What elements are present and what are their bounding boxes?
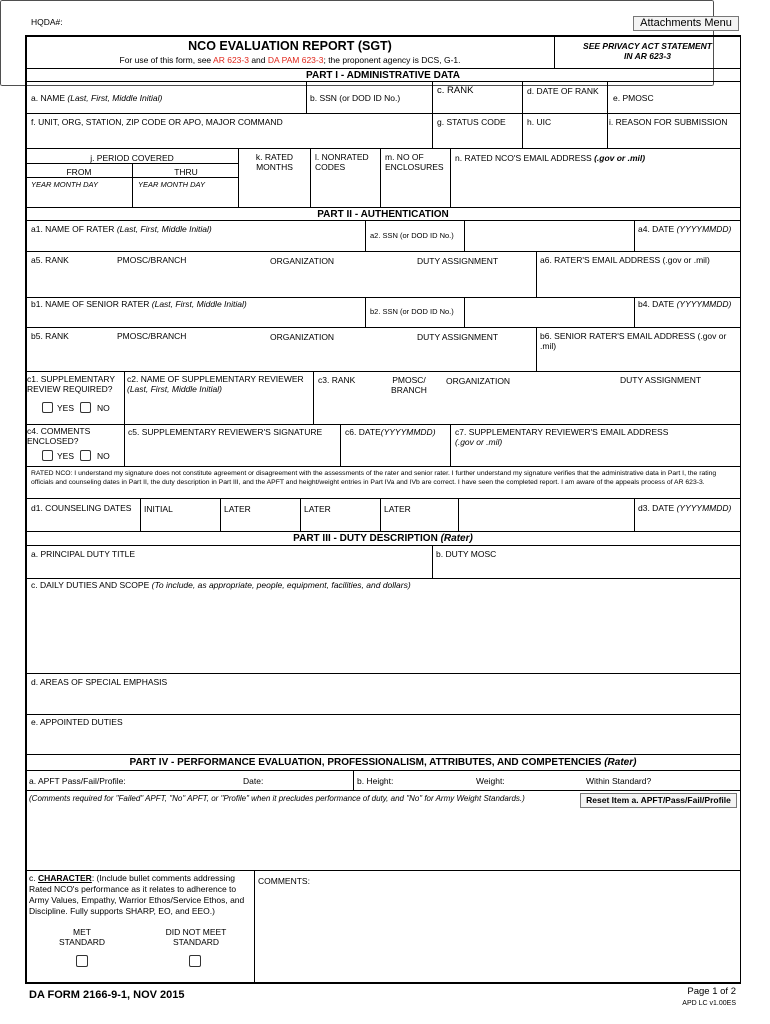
supp-reviewer-date-label: c6. DATE(YYYYMMDD)	[345, 427, 436, 437]
comments-yes-checkbox[interactable]	[42, 450, 53, 461]
rated-nco-statement: RATED NCO: I understand my signature does not constitute agreement or disagreement with the assessments of the rater and senior rater. I further understand my signature verifies that the administrative data in Part I, the rating officials and counseling dates in Part II, the duty description in Part III, and the APFT and height/weight entries in Part IVa and IVb are correct. I have seen the completed report. I am aware of the appeals process of AR 623-3.	[31, 470, 717, 486]
special-emphasis-label: d. AREAS OF SPECIAL EMPHASIS	[31, 677, 168, 687]
apft-date-label: Date:	[243, 776, 264, 786]
met-standard-checkbox[interactable]	[76, 955, 88, 967]
ssn-label: b. SSN (or DOD ID No.)	[310, 93, 401, 103]
supp-review-yes-checkbox[interactable]	[42, 402, 53, 413]
reason-label: i. REASON FOR SUBMISSION	[609, 117, 728, 127]
counseling-dates-label: d1. COUNSELING DATES	[31, 503, 132, 513]
rater-name-label: a1. NAME OF RATER (Last, First, Middle Initial)	[31, 224, 212, 234]
daily-duties-label: c. DAILY DUTIES AND SCOPE (To include, as appropriate, people, equipment, facilities, and dollars)	[31, 580, 411, 590]
nonrated-codes-label: l. NONRATED CODES	[315, 152, 369, 172]
form-title: NCO EVALUATION REPORT (SGT)	[188, 39, 392, 53]
rated-months-label: k. RATED MONTHS	[255, 152, 294, 172]
rater-pmosc-label: PMOSC/BRANCH	[117, 255, 187, 265]
hqda-label: HQDA#:	[31, 17, 63, 27]
comments-no-checkbox[interactable]	[80, 450, 91, 461]
rated-nco-email-label: n. RATED NCO'S EMAIL ADDRESS (.gov or .mil)	[455, 153, 646, 163]
rater-org-label: ORGANIZATION	[270, 256, 335, 266]
thru-label: THRU	[174, 167, 198, 177]
privacy-line-1: SEE PRIVACY ACT STATEMENT	[583, 41, 712, 51]
later-label-1: LATER	[224, 504, 251, 514]
senior-rater-org-label: ORGANIZATION	[270, 332, 335, 342]
supp-reviewer-signature-label: c5. SUPPLEMENTARY REVIEWER'S SIGNATURE	[128, 427, 323, 437]
rater-ssn-label: a2. SSN (or DOD ID No.)	[370, 231, 454, 240]
privacy-line-2: IN AR 623-3	[624, 51, 671, 61]
comments-enclosed-label: c4. COMMENTS ENCLOSED?	[27, 426, 91, 446]
supp-reviewer-org-label: ORGANIZATION	[446, 376, 511, 386]
da-pam-623-3-link[interactable]: DA PAM 623-3	[267, 55, 324, 65]
later-label-2: LATER	[304, 504, 331, 514]
supplementary-review-label: c1. SUPPLEMENTARY REVIEW REQUIRED?	[27, 374, 116, 394]
within-standard-label: Within Standard?	[586, 776, 652, 786]
form-number: DA FORM 2166-9-1, NOV 2015	[29, 989, 185, 1001]
ar-623-3-link[interactable]: AR 623-3	[213, 55, 249, 65]
appointed-duties-label: e. APPOINTED DUTIES	[31, 717, 123, 727]
senior-rater-name-label: b1. NAME OF SENIOR RATER (Last, First, Middle Initial)	[31, 299, 247, 309]
supp-review-no-label: NO	[97, 403, 110, 413]
senior-rater-duty-label: DUTY ASSIGNMENT	[417, 332, 499, 342]
comments-yes-label: YES	[57, 451, 75, 461]
version-label: APD LC v1.00ES	[682, 1000, 736, 1007]
period-covered-label: j. PERIOD COVERED	[90, 153, 174, 163]
rated-nco-date-label: d3. DATE (YYYYMMDD)	[638, 503, 732, 513]
apft-label: a. APFT Pass/Fail/Profile:	[29, 776, 126, 786]
senior-rater-email-label: b6. SENIOR RATER'S EMAIL ADDRESS (.gov or .mil)	[540, 331, 727, 351]
did-not-meet-checkbox[interactable]	[189, 955, 201, 967]
form-subtitle: For use of this form, see AR 623-3 and DA PAM 623-3; the proponent agency is DCS, G-1.	[119, 55, 461, 65]
rater-duty-label: DUTY ASSIGNMENT	[417, 256, 499, 266]
rater-email-label: a6. RATER'S EMAIL ADDRESS (.gov or .mil)	[540, 255, 710, 265]
comments-no-label: NO	[97, 451, 110, 461]
supp-reviewer-duty-label: DUTY ASSIGNMENT	[620, 375, 702, 385]
supp-reviewer-name-label: c2. NAME OF SUPPLEMENTARY REVIEWER (Last, First, Middle Initial)	[127, 374, 304, 394]
part3-title: PART III - DUTY DESCRIPTION (Rater)	[293, 533, 473, 544]
from-label: FROM	[66, 167, 92, 177]
from-hint: YEAR MONTH DAY	[31, 180, 98, 189]
supp-reviewer-email-label: c7. SUPPLEMENTARY REVIEWER'S EMAIL ADDRESS (.gov or .mil)	[455, 427, 669, 447]
supp-reviewer-pmosc-label: PMOSC/ BRANCH	[391, 375, 427, 395]
rater-rank-label: a5. RANK	[31, 255, 69, 265]
supp-review-yes-label: YES	[57, 403, 75, 413]
part4-title: PART IV - PERFORMANCE EVALUATION, PROFESSIONALISM, ATTRIBUTES, AND COMPETENCIES (Rater)	[129, 757, 637, 768]
senior-rater-pmosc-label: PMOSC/BRANCH	[117, 331, 187, 341]
name-label: a. NAME (Last, First, Middle Initial)	[31, 93, 163, 103]
senior-rater-rank-label: b5. RANK	[31, 331, 69, 341]
initial-label: INITIAL	[144, 504, 173, 514]
senior-rater-ssn-label: b2. SSN (or DOD ID No.)	[370, 307, 454, 316]
rank-label: c. RANK	[437, 85, 474, 96]
rated-nco-name-input[interactable]	[28, 104, 303, 113]
character-label: c. CHARACTER: (Include bullet comments addressing Rated NCO's performance as it relates to adherence to Army Values, Empathy, Warrior Ethos/Service Ethos, and Discipline. Fully supports SHARP, EO, and EEO.)	[29, 873, 245, 916]
reset-apft-button[interactable]: Reset Item a. APFT/Pass/Fail/Profile	[580, 793, 737, 808]
principal-duty-title-label: a. PRINCIPAL DUTY TITLE	[31, 549, 136, 559]
weight-label: Weight:	[476, 776, 505, 786]
supp-reviewer-rank-label: c3. RANK	[318, 375, 356, 385]
page-number: Page 1 of 2	[687, 986, 736, 997]
attachments-menu-button[interactable]: Attachments Menu	[633, 16, 739, 31]
senior-rater-date-label: b4. DATE (YYYYMMDD)	[638, 299, 732, 309]
character-comments-label: COMMENTS:	[258, 876, 310, 886]
status-code-label: g. STATUS CODE	[437, 117, 506, 127]
rater-date-label: a4. DATE (YYYYMMDD)	[638, 224, 732, 234]
part1-title: PART I - ADMINISTRATIVE DATA	[306, 70, 460, 81]
enclosures-label: m. NO OF ENCLOSURES	[385, 152, 444, 172]
thru-hint: YEAR MONTH DAY	[138, 180, 205, 189]
did-not-meet-label: DID NOT MEET STANDARD	[165, 927, 227, 947]
pmosc-label: e. PMOSC	[613, 93, 654, 103]
unit-label: f. UNIT, ORG, STATION, ZIP CODE OR APO, MAJOR COMMAND	[31, 117, 283, 127]
later-label-3: LATER	[384, 504, 411, 514]
supp-review-no-checkbox[interactable]	[80, 402, 91, 413]
uic-label: h. UIC	[527, 117, 552, 127]
duty-mosc-label: b. DUTY MOSC	[436, 549, 497, 559]
height-label: b. Height:	[357, 776, 394, 786]
part2-title: PART II - AUTHENTICATION	[317, 209, 449, 220]
met-standard-label: MET STANDARD	[58, 927, 106, 947]
date-of-rank-label: d. DATE OF RANK	[527, 86, 599, 96]
comments-required-note: (Comments required for "Failed" APFT, "No" APFT, or "Profile" when it precludes performance of duty, and "No" for Army Weight Standards.)	[29, 794, 525, 803]
